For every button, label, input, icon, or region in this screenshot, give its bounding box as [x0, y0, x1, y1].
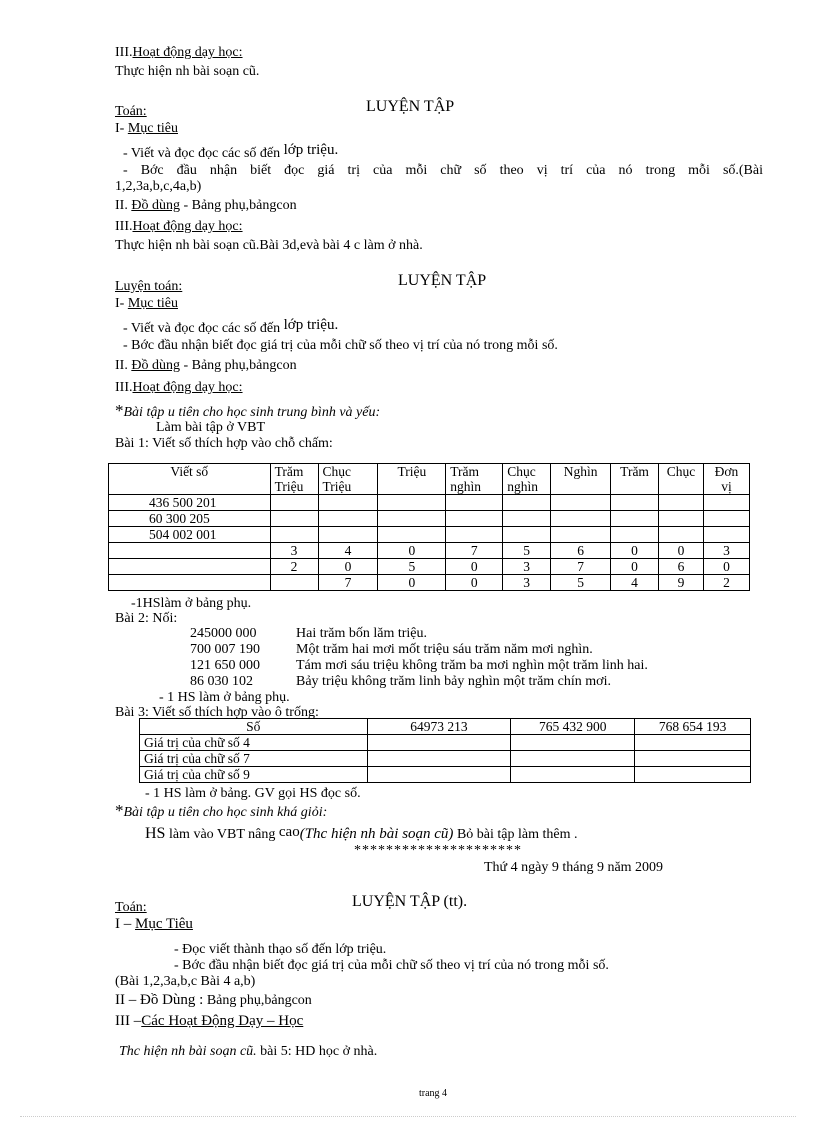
- bai3-note: - 1 HS làm ở bảng. GV gọi HS đọc số.: [145, 786, 361, 801]
- section3-hs-line: HS làm vào VBT nâng cao(Thc hiện nh bài soạn cũ) Bỏ bài tập làm thêm .: [145, 824, 578, 842]
- bai1-note: -1HSlàm ở bảng phụ.: [131, 596, 252, 611]
- bai2-text: Tám mơi sáu triệu không trăm ba mơi nghìn một trăm linh hai.: [296, 658, 648, 673]
- table-cell: 0: [318, 559, 378, 575]
- table-row: [109, 543, 750, 559]
- table-cell: [503, 495, 551, 511]
- table-header-cell: 64973 213: [367, 719, 511, 735]
- table-cell: 7: [446, 543, 503, 559]
- section2-title: LUYỆN TẬP: [366, 98, 455, 115]
- table-cell: 3: [703, 543, 749, 559]
- bai2-text: Một trăm hai mơi mốt triệu sáu trăm năm mơi nghìn.: [296, 642, 593, 657]
- table-cell: 4: [611, 575, 659, 591]
- table-cell: [318, 527, 378, 543]
- table-cell: 5: [503, 543, 551, 559]
- table-cell: [611, 527, 659, 543]
- section2-hoat-dong-text: Thực hiện nh bài soạn cũ.Bài 3d,evà bài 4 c làm ở nhà.: [115, 238, 423, 253]
- section4-hoat-dong: III –Các Hoạt Động Dạy – Học: [115, 1013, 304, 1029]
- section3-line1: - Viết và đọc đọc các số đến lớp triệu.: [123, 317, 339, 336]
- table-cell: [446, 511, 503, 527]
- table-cell: [659, 511, 704, 527]
- section3-lam-bai: Làm bài tập ở VBT: [156, 420, 266, 435]
- bai2-text: Bảy triệu không trăm linh bảy nghìn một trăm chín mơi.: [296, 674, 611, 689]
- table-row: [109, 575, 750, 591]
- table-cell: [511, 767, 635, 783]
- bai2-number: 86 030 102: [190, 674, 253, 689]
- table-header-cell: Chục nghìn: [503, 464, 551, 495]
- page-bottom-divider: [20, 1116, 796, 1117]
- section4-do-dung: II – Đồ Dùng : Bảng phụ,bảngcon: [115, 992, 312, 1008]
- table-cell: 5: [378, 559, 446, 575]
- section4-text: Thc hiện nh bài soạn cũ. bài 5: HD học ở nhà.: [119, 1044, 378, 1059]
- table-cell: [511, 751, 635, 767]
- section3-bai-tap-tb: *Bài tập u tiên cho học sinh trung bình và yếu:: [115, 401, 381, 420]
- table-cell: [378, 511, 446, 527]
- table-cell: 9: [659, 575, 704, 591]
- table-cell: 3: [270, 543, 318, 559]
- section3-hoat-dong: III.Hoạt động dạy học:: [115, 380, 243, 395]
- table-cell: [503, 511, 551, 527]
- table-cell: [446, 527, 503, 543]
- section1-text: Thực hiện nh bài soạn cũ.: [115, 64, 260, 79]
- section2-label: Toán:: [115, 104, 147, 119]
- table-cell: Giá trị của chữ số 4: [140, 735, 368, 751]
- table-cell: [635, 751, 751, 767]
- table-header-cell: 768 654 193: [635, 719, 751, 735]
- table-cell: 504 002 001: [109, 527, 271, 543]
- section4-line1: - Đọc viết thành thạo số đến lớp triệu.: [174, 942, 387, 957]
- table-cell: 0: [611, 543, 659, 559]
- page-footer: trang 4: [419, 1088, 448, 1099]
- table-cell: 0: [446, 559, 503, 575]
- section2-do-dung: II. Đồ dùng - Bảng phụ,bảngcon: [115, 198, 297, 213]
- table-cell: [270, 527, 318, 543]
- table-cell: [635, 767, 751, 783]
- table-cell: 60 300 205: [109, 511, 271, 527]
- table-cell: 5: [551, 575, 611, 591]
- section2-muc-tieu: I- Mục tiêu: [115, 121, 178, 136]
- section2-line2b: 1,2,3a,b,c,4a,b): [115, 179, 202, 194]
- table-cell: 0: [378, 575, 446, 591]
- table-header-cell: Triệu: [378, 464, 446, 495]
- table-cell: Giá trị của chữ số 7: [140, 751, 368, 767]
- table-cell: [367, 735, 511, 751]
- bai2-number: 700 007 190: [190, 642, 260, 657]
- table-cell: 6: [551, 543, 611, 559]
- table-cell: 0: [659, 543, 704, 559]
- table-cell: 2: [270, 559, 318, 575]
- table-cell: [109, 559, 271, 575]
- table-cell: [611, 495, 659, 511]
- table-cell: [703, 527, 749, 543]
- table-header-cell: Nghìn: [551, 464, 611, 495]
- table-cell: [659, 527, 704, 543]
- table-row: [140, 751, 751, 767]
- section2-hoat-dong: III.Hoạt động dạy học:: [115, 219, 243, 234]
- section3-line2: - Bớc đầu nhận biết đọc giá trị của mỗi chữ số theo vị trí của nó trong mỗi số.: [123, 338, 558, 353]
- section3-do-dung: II. Đồ dùng - Bảng phụ,bảngcon: [115, 358, 297, 373]
- table-cell: 7: [318, 575, 378, 591]
- bai2-note: - 1 HS làm ở bảng phụ.: [159, 690, 290, 705]
- table-cell: [551, 527, 611, 543]
- table-header-cell: Chục Triệu: [318, 464, 378, 495]
- date-line: Thứ 4 ngày 9 tháng 9 năm 2009: [484, 860, 664, 875]
- section4-title: LUYỆN TẬP (tt).: [352, 893, 468, 910]
- table-cell: [378, 527, 446, 543]
- table-header-cell: Trăm: [611, 464, 659, 495]
- table-cell: [109, 543, 271, 559]
- table-row: [109, 495, 750, 511]
- table-cell: [378, 495, 446, 511]
- table-header-cell: Chục: [659, 464, 704, 495]
- table-cell: 0: [446, 575, 503, 591]
- table-cell: [503, 527, 551, 543]
- bai2-heading: Bài 2: Nối:: [115, 611, 178, 626]
- table-cell: [551, 511, 611, 527]
- bai2-number: 245000 000: [190, 626, 257, 641]
- table-cell: [703, 495, 749, 511]
- table-cell: [318, 511, 378, 527]
- bai2-text: Hai trăm bốn lăm triệu.: [296, 626, 428, 641]
- table-row: [140, 735, 751, 751]
- table-cell: [511, 735, 635, 751]
- bai1-heading: Bài 1: Viết số thích hợp vào chỗ chấm:: [115, 436, 333, 451]
- section1-heading: III.Hoạt động dạy học:: [115, 45, 243, 60]
- bai3-heading: Bài 3: Viết số thích hợp vào ô trống:: [115, 705, 319, 720]
- table-cell: 2: [703, 575, 749, 591]
- table-cell: 436 500 201: [109, 495, 271, 511]
- table-header-cell: 765 432 900: [511, 719, 635, 735]
- table-cell: 0: [703, 559, 749, 575]
- table-cell: 4: [318, 543, 378, 559]
- table-cell: [659, 495, 704, 511]
- table-cell: [446, 495, 503, 511]
- stars-divider: *********************: [354, 843, 522, 858]
- table-row: [140, 767, 751, 783]
- table-cell: [703, 511, 749, 527]
- table-cell: 6: [659, 559, 704, 575]
- section3-label: Luyện toán:: [115, 279, 183, 294]
- table-cell: [318, 495, 378, 511]
- table-cell: [635, 735, 751, 751]
- table-cell: 7: [551, 559, 611, 575]
- table-cell: [109, 575, 271, 591]
- table-cell: 3: [503, 575, 551, 591]
- table-header-cell: Viết số: [109, 464, 271, 495]
- section2-line1: - Viết và đọc đọc các số đến lớp triệu.: [123, 142, 339, 161]
- section3-title: LUYỆN TẬP: [398, 272, 487, 289]
- table-header-cell: Đơn vị: [703, 464, 749, 495]
- table-cell: [611, 511, 659, 527]
- table-row: [109, 511, 750, 527]
- table-cell: [551, 495, 611, 511]
- section4-muc-tieu: I – Mục Tiêu: [115, 916, 193, 932]
- table-header-cell: Trăm Triệu: [270, 464, 318, 495]
- section4-line3: (Bài 1,2,3a,b,c Bài 4 a,b): [115, 974, 256, 989]
- table-cell: 0: [378, 543, 446, 559]
- section3-bai-tap-kg: *Bài tập u tiên cho học sinh khá giỏi:: [115, 801, 328, 820]
- table-cell: 3: [503, 559, 551, 575]
- table-header-cell: Trăm nghìn: [446, 464, 503, 495]
- table-header-cell: Số: [140, 719, 368, 735]
- table-row: [109, 559, 750, 575]
- table-cell: [270, 495, 318, 511]
- section4-line2: - Bớc đầu nhận biết đọc giá trị của mỗi chữ số theo vị trí của nó trong mỗi số.: [174, 958, 609, 973]
- table-cell: [270, 511, 318, 527]
- bai3-table: [139, 718, 751, 783]
- table-cell: [270, 575, 318, 591]
- bai1-header-row: [109, 464, 750, 495]
- section4-label: Toán:: [115, 900, 147, 915]
- table-row: [109, 527, 750, 543]
- bai2-number: 121 650 000: [190, 658, 260, 673]
- section2-line2: - Bớc đầu nhận biết đọc giá trị của mỗi chữ số theo vị trí của nó trong mỗi số.(Bài: [123, 163, 763, 178]
- bai1-table: [108, 463, 750, 591]
- table-cell: Giá trị của chữ số 9: [140, 767, 368, 783]
- table-cell: [367, 751, 511, 767]
- section3-muc-tieu: I- Mục tiêu: [115, 296, 178, 311]
- bai3-header-row: [140, 719, 751, 735]
- table-cell: 0: [611, 559, 659, 575]
- table-cell: [367, 767, 511, 783]
